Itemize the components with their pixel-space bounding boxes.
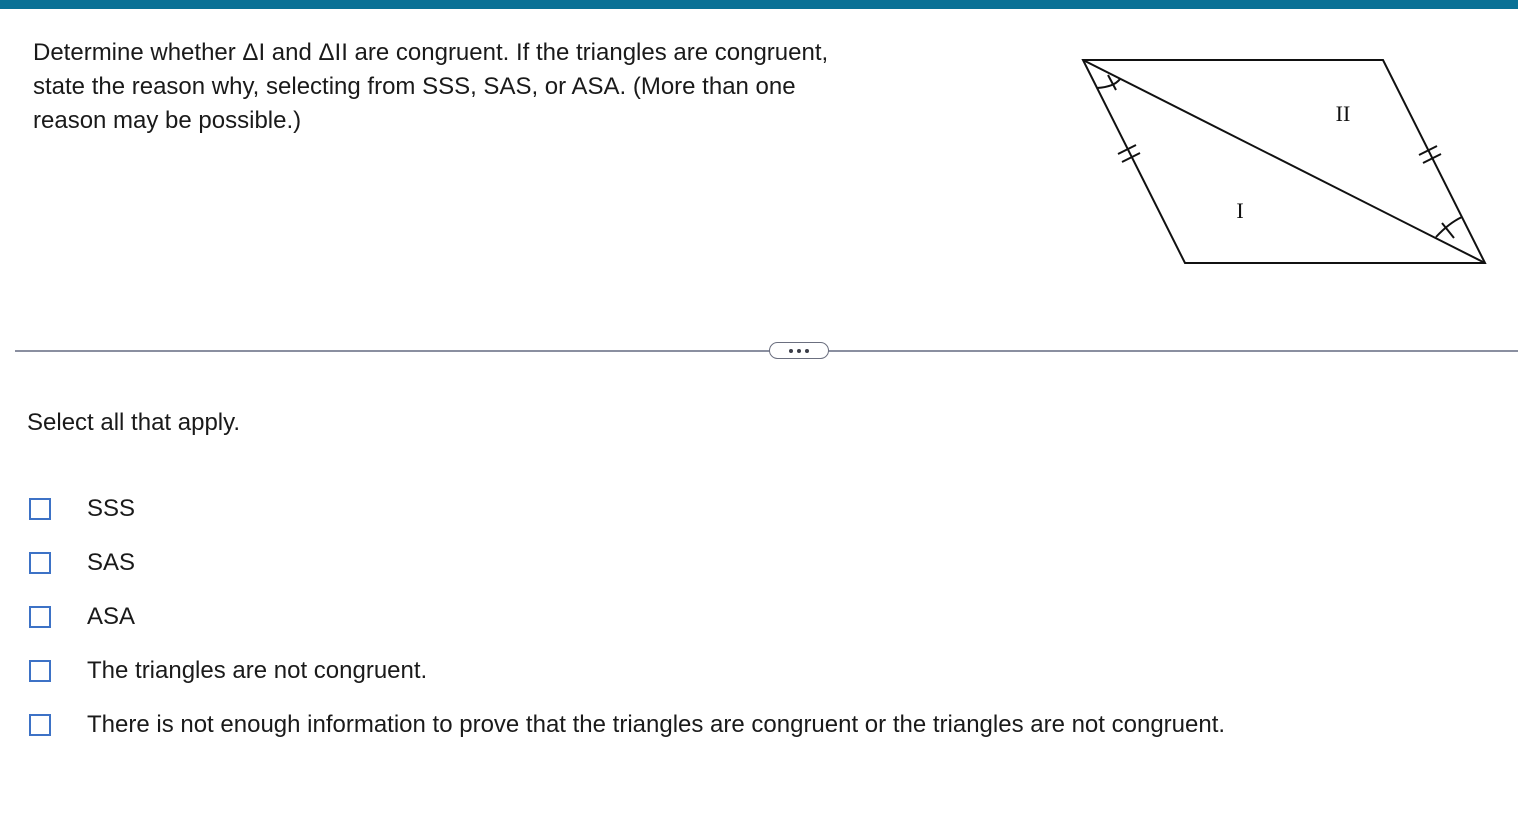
ellipsis-dot [797, 349, 801, 353]
question-line-3: reason may be possible.) [33, 107, 302, 134]
parallelogram-figure [1070, 45, 1500, 275]
option-not-enough-info[interactable] [29, 698, 1489, 752]
option-sss[interactable] [29, 482, 1489, 536]
option-label: There is not enough information to prove that the triangles are congruent or the triangles are not congruent. [87, 711, 1226, 738]
option-not-congruent[interactable] [29, 644, 1489, 698]
section-divider [15, 350, 1518, 352]
option-asa[interactable] [29, 590, 1489, 644]
ellipsis-icon [789, 349, 793, 353]
option-label: SSS [87, 495, 136, 522]
triangle-1-label: I [1236, 198, 1244, 223]
checkbox[interactable] [29, 660, 51, 682]
option-label: SAS [87, 549, 136, 576]
ellipsis-dot [805, 349, 809, 353]
question-line-2: state the reason why, selecting from SSS, SAS, or ASA. (More than one [33, 73, 796, 100]
option-label: The triangles are not congruent. [87, 657, 428, 684]
angle-arc [1097, 79, 1120, 88]
angle-arc [1436, 217, 1462, 237]
checkbox[interactable] [29, 606, 51, 628]
option-sas[interactable] [29, 536, 1489, 590]
checkbox[interactable] [29, 552, 51, 574]
triangle-2-label: II [1335, 101, 1351, 126]
top-accent-bar [0, 0, 1518, 9]
question-line-1: Determine whether ΔI and ΔII are congruent. If the triangles are congruent, [33, 39, 829, 66]
instruction-text: Select all that apply. [27, 409, 241, 436]
checkbox[interactable] [29, 498, 51, 520]
checkbox[interactable] [29, 714, 51, 736]
expand-button[interactable] [769, 342, 829, 359]
answer-options [29, 482, 1489, 752]
question-text [33, 36, 933, 138]
option-label: ASA [87, 603, 136, 630]
